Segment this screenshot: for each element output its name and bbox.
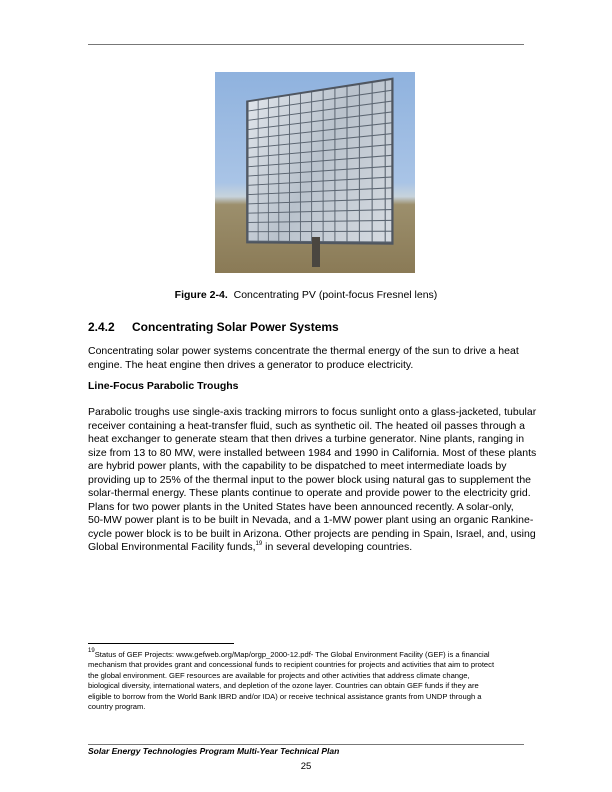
text-line: eligible to borrow from the World Bank IBRD and/or IDA) or receive technical assistance grants from UNDP through a bbox=[88, 691, 482, 701]
pv-array bbox=[246, 78, 393, 245]
text-line: 50-MW power plant is to be built in Nevada, and a 1-MW power plant using an organic Rankine- bbox=[88, 514, 534, 526]
body-paragraph bbox=[88, 406, 536, 555]
text-span: in several developing countries. bbox=[262, 541, 413, 553]
text-line: Status of GEF Projects: www.gefweb.org/Map/orgp_2000-12.pdf- The Global Environment Facility (GEF) is a financial bbox=[94, 650, 490, 659]
text-line: Plans for two power plants in the United States have been announced recently. A solar-only, bbox=[88, 500, 514, 513]
page-number: 25 bbox=[300, 761, 312, 772]
footnote bbox=[88, 650, 494, 712]
section-title: Concentrating Solar Power Systems bbox=[132, 320, 339, 334]
text-line: size from 13 to 80 MW, were installed between 1984 and 1990 in California. Most of these plants bbox=[88, 446, 537, 459]
section-number: 2.4.2 bbox=[88, 320, 115, 334]
text-line: the global environment. GEF resources are available for projects and other activities that address climate change, bbox=[88, 670, 470, 680]
text-line: mechanism that provides grant and concessional funds to recipient countries for projects and activities that aim to protect bbox=[88, 660, 495, 670]
text-line bbox=[88, 541, 536, 555]
footnote-reference[interactable]: 19 bbox=[255, 541, 263, 547]
footnote-rule bbox=[88, 643, 234, 644]
intro-paragraph bbox=[88, 345, 519, 372]
text-span: Global Environmental Facility funds, bbox=[88, 541, 256, 553]
footnote-number: 19 bbox=[88, 648, 95, 654]
text-line: solar-thermal energy. These plants continue to operate and provide power to the electricity grid. bbox=[88, 487, 531, 499]
subheading: Line-Focus Parabolic Troughs bbox=[88, 380, 239, 392]
text-line: engine. The heat engine then drives a generator to produce electricity. bbox=[88, 358, 414, 371]
footer-title: Solar Energy Technologies Program Multi-Year Technical Plan bbox=[88, 746, 340, 756]
tracker-post bbox=[312, 237, 320, 267]
text-line: country program. bbox=[88, 701, 146, 711]
section-heading bbox=[88, 320, 339, 334]
figure-label: Figure 2-4. bbox=[174, 289, 228, 301]
text-line: cycle power block is to be built in Arizona. Other projects are pending in Spain, Israel, and, using bbox=[88, 527, 536, 540]
figure-caption-text: Concentrating PV (point-focus Fresnel lens) bbox=[233, 289, 438, 301]
concentrating-pv-photo bbox=[215, 72, 415, 273]
footer-rule bbox=[88, 744, 524, 745]
text-line: biological diversity, international waters, and depletion of the ozone layer. Countries can obtain GEF funds if they are bbox=[88, 681, 479, 691]
figure-caption bbox=[0, 289, 612, 301]
header-rule bbox=[88, 44, 524, 45]
text-line: Parabolic troughs use single-axis tracking mirrors to focus sunlight onto a glass-jacketed, tubular bbox=[88, 406, 537, 418]
text-line: are hybrid power plants, with the capability to be dispatched to meet intermediate loads by bbox=[88, 460, 507, 472]
text-line: receiver containing a heat-transfer fluid, such as synthetic oil. The heated oil passes through a bbox=[88, 419, 525, 432]
text-line: heat exchanger to generate steam that then drives a turbine generator. Nine plants, ranging in bbox=[88, 433, 525, 445]
text-line: providing up to 25% of the thermal input to the power block using natural gas to supplement the bbox=[88, 473, 532, 486]
text-line: Concentrating solar power systems concentrate the thermal energy of the sun to drive a heat bbox=[88, 345, 519, 357]
